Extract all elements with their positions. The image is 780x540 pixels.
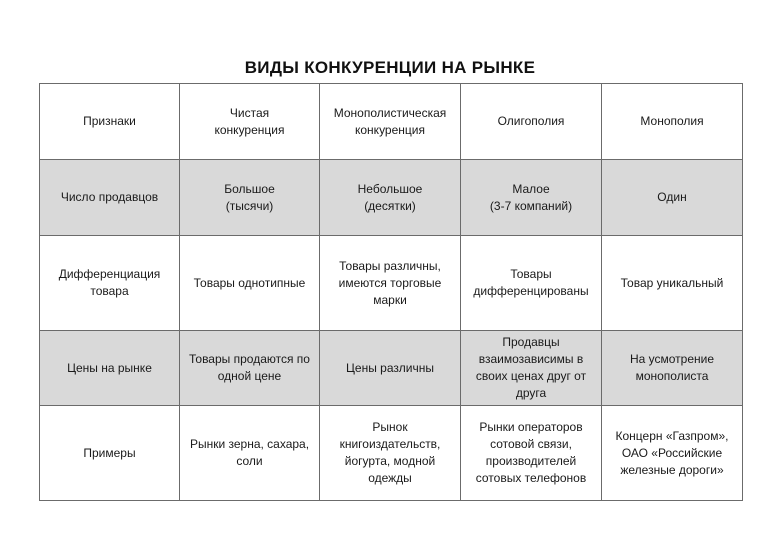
table-row-sellers-count — [40, 160, 743, 236]
competition-types-table — [39, 83, 743, 501]
table-row-examples — [40, 406, 743, 501]
table-cell: Товары различны, имеются торговые марки — [320, 236, 461, 331]
table-cell: Товары однотипные — [180, 236, 320, 331]
table-cell: Небольшое (десятки) — [320, 160, 461, 236]
header-cell-pure-competition: Чистая конкуренция — [180, 84, 320, 160]
table-cell: Продавцы взаимозависимы в своих ценах друг от друга — [461, 331, 602, 406]
table-cell: Малое (3-7 компаний) — [461, 160, 602, 236]
row-label: Примеры — [40, 406, 180, 501]
header-row — [40, 84, 743, 160]
table-row-product-differentiation — [40, 236, 743, 331]
header-cell-features: Признаки — [40, 84, 180, 160]
table-cell: Рынки зерна, сахара, соли — [180, 406, 320, 501]
row-label: Дифференциация товара — [40, 236, 180, 331]
header-cell-monopolistic-competition: Монополистическая конкуренция — [320, 84, 461, 160]
header-cell-monopoly: Монополия — [602, 84, 743, 160]
table-cell: Товары дифференцированы — [461, 236, 602, 331]
table-cell: Рынки операторов сотовой связи, производителей сотовых телефонов — [461, 406, 602, 501]
table-cell: На усмотрение монополиста — [602, 331, 743, 406]
table-cell: Один — [602, 160, 743, 236]
row-label: Число продавцов — [40, 160, 180, 236]
table-cell: Рынок книгоиздательств, йогурта, модной одежды — [320, 406, 461, 501]
table-title: ВИДЫ КОНКУРЕНЦИИ НА РЫНКЕ — [244, 58, 536, 77]
table-cell: Товары продаются по одной цене — [180, 331, 320, 406]
table-cell: Цены различны — [320, 331, 461, 406]
table-cell: Товар уникальный — [602, 236, 743, 331]
row-label: Цены на рынке — [40, 331, 180, 406]
table-cell: Концерн «Газпром», ОАО «Российские железные дороги» — [602, 406, 743, 501]
table-row-market-prices — [40, 331, 743, 406]
table-cell: Большое (тысячи) — [180, 160, 320, 236]
header-cell-oligopoly: Олигополия — [461, 84, 602, 160]
